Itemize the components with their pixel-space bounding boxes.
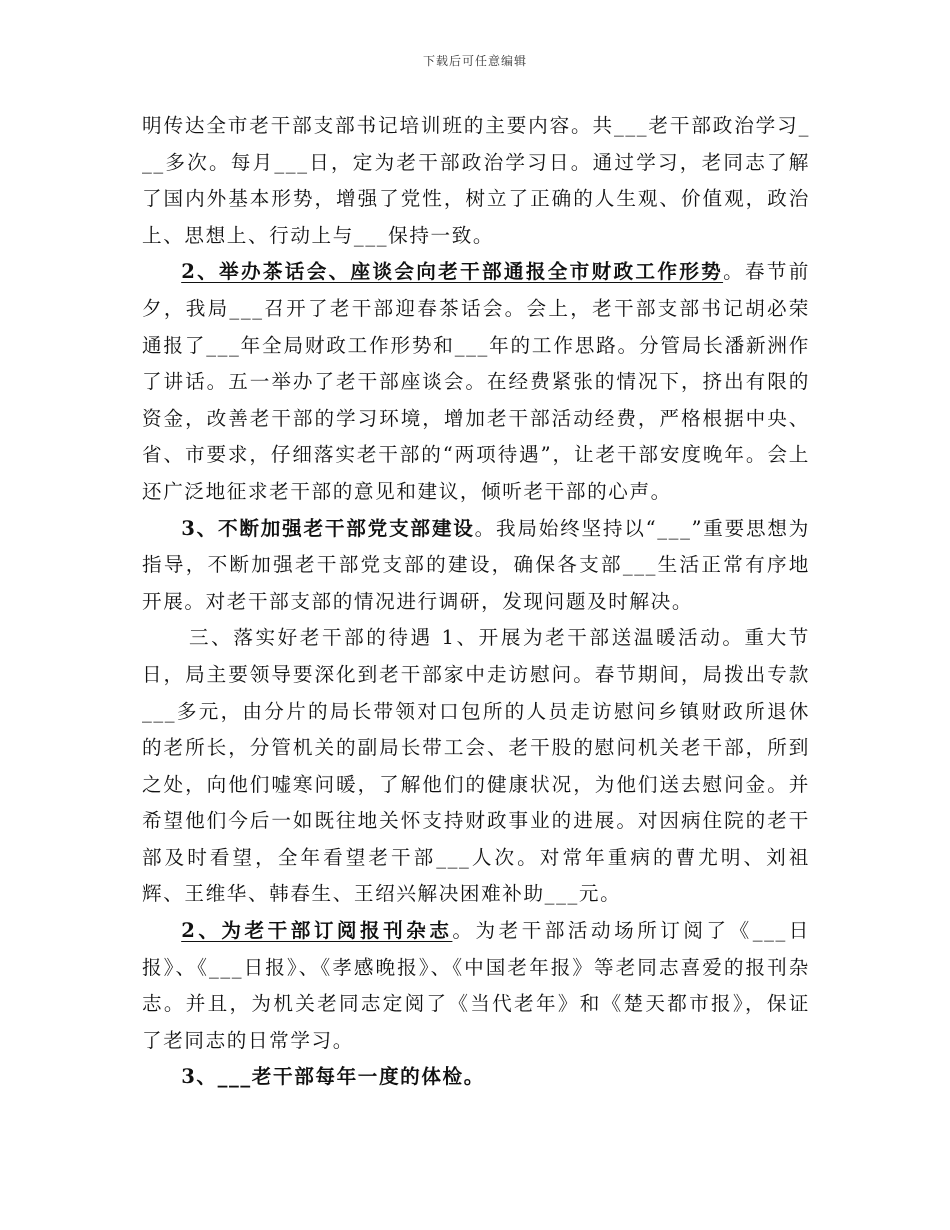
paragraph-1-text: 明传达全市老干部支部书记培训班的主要内容。共___老干部政治学习___多次。每月___日，定为老干部政治学习日。通过学习，老同志了解了国内外基本形势，增强了党性，树立了正确的人生观、价值观，政治上、思想上、行动上与___保持一致。 [142, 114, 810, 247]
paragraph-2-heading: 2、举办茶话会、座谈会向老干部通报全市财政工作形势 [181, 260, 724, 284]
paragraph-3-heading: 3、不断加强老干部党支部建设 [181, 516, 475, 540]
paragraph-6-heading: 3、___老干部每年一度的体检。 [181, 1065, 485, 1089]
paragraph-4 [142, 620, 810, 913]
paragraph-3 [142, 511, 810, 621]
paragraph-6 [142, 1059, 810, 1096]
paragraph-5-text: 。为老干部活动场所订阅了《___日报》、《___日报》、《孝感晚报》、《中国老年报》等老同志喜爱的报刊杂志。并且，为机关老同志定阅了《当代老年》和《楚天都市报》，保证了老同志的日常学习。 [142, 919, 810, 1052]
page-header: 下载后可任意编辑 [422, 54, 527, 68]
paragraph-4-text: 三、落实好老干部的待遇 1、开展为老干部送温暖活动。重大节日，局主要领导要深化到老干部家中走访慰问。春节期间，局拨出专款___多元，由分片的局长带领对口包所的人员走访慰问乡镇财政所退休的老所长，分管机关的副局长带工会、老干股的慰问机关老干部，所到之处，向他们嘘寒问暖，了解他们的健康状况，为他们送去慰问金。并希望他们今后一如既往地关怀支持财政事业的进展。对因病住院的老干部及时看望，全年看望老干部___人次。对常年重病的曹尤明、刘祖辉、王维华、韩春生、王绍兴解决困难补助___元。 [142, 626, 810, 906]
paragraph-5-heading: 2、为老干部订阅报刊杂志 [181, 919, 453, 943]
paragraph-2 [142, 254, 810, 510]
paragraph-5 [142, 913, 810, 1059]
document-body [142, 108, 810, 1096]
paragraph-1 [142, 108, 810, 254]
paragraph-3-text: 。我局始终坚持以“___”重要思想为指导，不断加强老干部党支部的建设，确保各支部___生活正常有序地开展。对老干部支部的情况进行调研，发现问题及时解决。 [142, 516, 810, 613]
paragraph-2-text: 。春节前夕，我局___召开了老干部迎春茶话会。会上，老干部支部书记胡必荣通报了___年全局财政工作形势和___年的工作思路。分管局长潘新洲作了讲话。五一举办了老干部座谈会。在经费紧张的情况下，挤出有限的资金，改善老干部的学习环境，增加老干部活动经费，严格根据中央、省、市要求，仔细落实老干部的“两项待遇”，让老干部安度晚年。会上还广泛地征求老干部的意见和建议，倾听老干部的心声。 [142, 260, 810, 503]
